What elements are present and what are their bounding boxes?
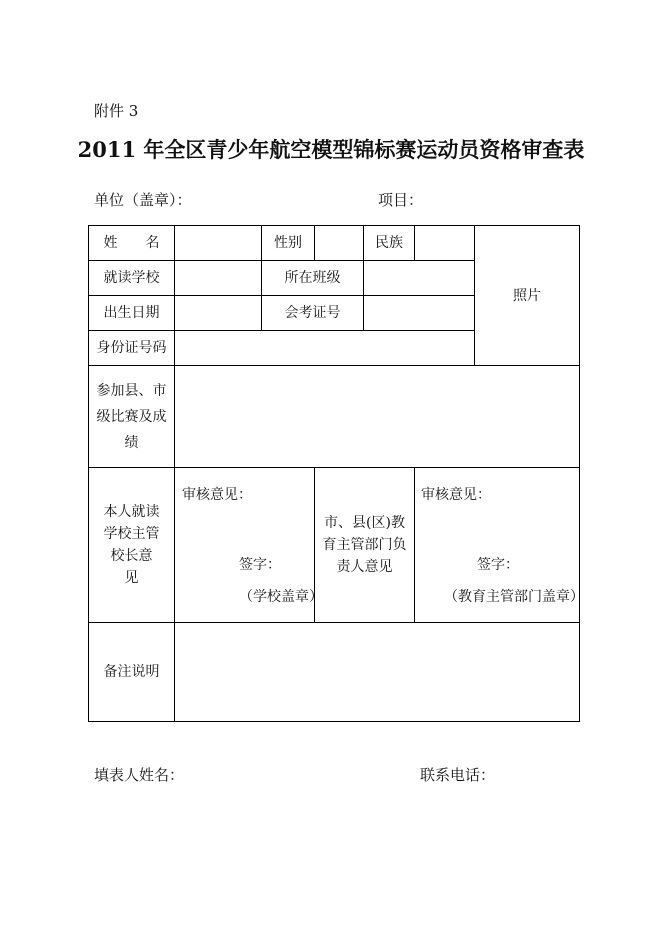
department-opinion-label: 市、县(区)教育主管部门负责人意见 (322, 515, 407, 575)
project-label: 项目： (378, 191, 424, 209)
competition-results-label: 参加县、市级比赛及成绩 (96, 382, 167, 451)
table-border-bottom (88, 721, 580, 722)
school-label: 就读学校 (103, 270, 160, 286)
school-review-box[interactable] (175, 468, 323, 622)
id-number-field[interactable] (175, 331, 474, 365)
competition-results-field[interactable] (175, 366, 579, 467)
department-sign-label: 签字： (477, 557, 519, 573)
department-seal-label: （教育主管部门盖章） (444, 589, 584, 605)
department-review-box[interactable] (415, 468, 584, 622)
contact-phone-label: 联系电话： (420, 766, 496, 784)
school-field[interactable] (175, 261, 261, 295)
school-sign-label: 签字： (239, 557, 281, 573)
department-review-label: 审核意见： (421, 487, 491, 503)
form-filler-name-label: 填表人姓名： (94, 766, 185, 784)
name-field[interactable] (175, 226, 261, 260)
form-title: 2011 年全区青少年航空模型锦标赛运动员资格审查表 (77, 137, 585, 162)
ethnicity-label: 民族 (375, 235, 403, 251)
ethnicity-field[interactable] (415, 226, 474, 260)
exam-number-label: 会考证号 (284, 305, 341, 321)
class-label: 所在班级 (284, 270, 341, 286)
photo-box[interactable] (475, 226, 579, 365)
remarks-field[interactable] (175, 623, 579, 721)
name-label: 姓 名 (103, 235, 160, 251)
gender-label: 性别 (274, 235, 302, 251)
exam-number-field[interactable] (364, 296, 474, 330)
school-seal-label: （学校盖章） (239, 589, 323, 605)
unit-seal-label: 单位（盖章）： (94, 191, 192, 209)
class-field[interactable] (364, 261, 474, 295)
id-number-label: 身份证号码 (96, 340, 167, 356)
gender-field[interactable] (315, 226, 363, 260)
school-review-label: 审核意见： (182, 487, 252, 503)
birth-date-field[interactable] (175, 296, 261, 330)
remarks-label: 备注说明 (103, 664, 160, 680)
table-border-right (579, 225, 580, 722)
attachment-label: 附件 3 (94, 102, 139, 120)
principal-opinion-label: 本人就读学校主管校长意 见 (103, 504, 167, 586)
birth-date-label: 出生日期 (103, 305, 160, 321)
photo-label: 照片 (513, 287, 541, 304)
